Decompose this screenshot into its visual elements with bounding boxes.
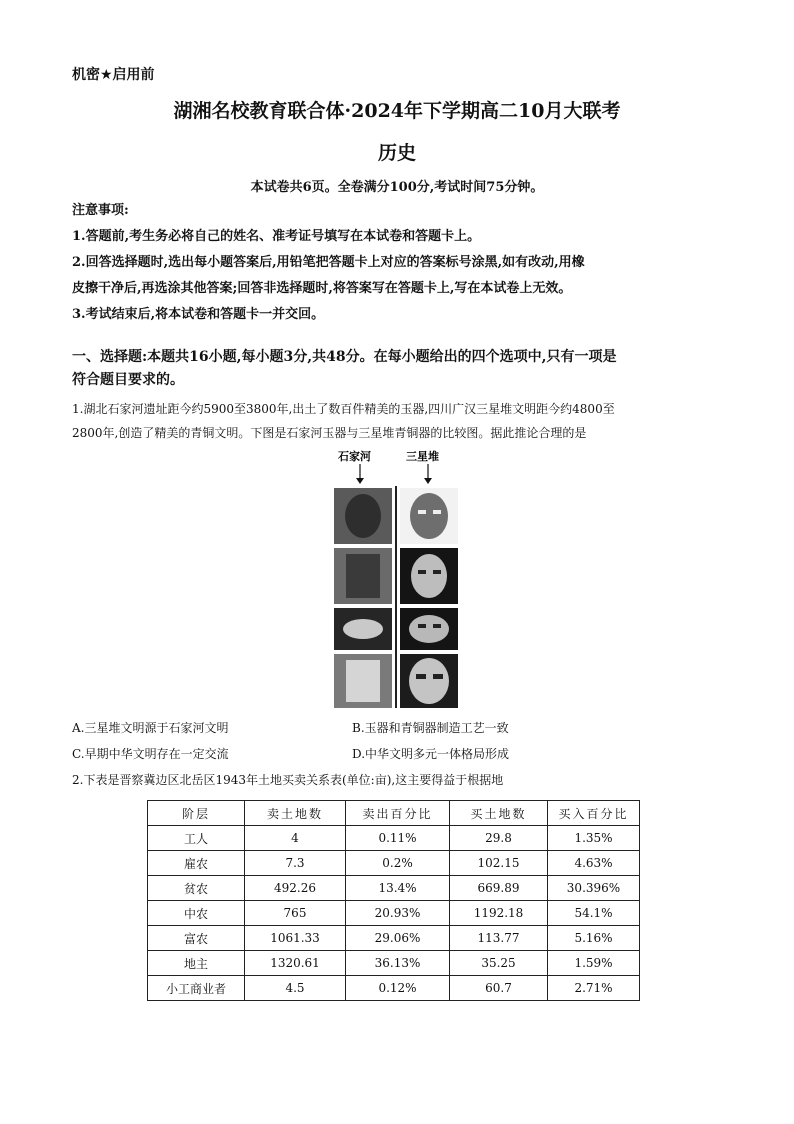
table-header-cell: 买土地数: [450, 801, 548, 826]
table-cell: 0.2%: [346, 851, 450, 876]
table-cell: 小工商业者: [148, 976, 245, 1001]
table-cell: 54.1%: [548, 901, 640, 926]
table-cell: 765: [245, 901, 346, 926]
table-cell: 0.12%: [346, 976, 450, 1001]
confidential-mark: 机密★启用前: [72, 67, 155, 83]
section-line: 一、选择题:本题共16小题,每小题3分,共48分。在每小题给出的四个选项中,只有一项是: [72, 349, 617, 365]
comparison-image: [330, 446, 462, 708]
table-cell: 29.06%: [346, 926, 450, 951]
table-cell: 地主: [148, 951, 245, 976]
notes-item: 1.答题前,考生务必将自己的姓名、准考证号填写在本试卷和答题卡上。: [72, 229, 481, 244]
table-cell: 1.59%: [548, 951, 640, 976]
table-cell: 13.4%: [346, 876, 450, 901]
notes-heading: 注意事项:: [72, 203, 129, 218]
table-cell: 30.396%: [548, 876, 640, 901]
table-cell: 2.71%: [548, 976, 640, 1001]
table-cell: 29.8: [450, 826, 548, 851]
table-cell: 36.13%: [346, 951, 450, 976]
option-d: D.中华文明多元一体格局形成: [352, 747, 510, 761]
question-line: 1.湖北石家河遗址距今约5900至3800年,出土了数百件精美的玉器,四川广汉三星堆文明距今约4800至: [72, 402, 615, 416]
table-row: [148, 851, 640, 876]
table-cell: 1061.33: [245, 926, 346, 951]
exam-title: 湖湘名校教育联合体·2024年下学期高二10月大联考: [173, 100, 621, 122]
question-line: 2800年,创造了精美的青铜文明。下图是石家河玉器与三星堆青铜器的比较图。据此推论合理的是: [72, 426, 587, 440]
notes-block: [72, 198, 585, 328]
table-cell: 中农: [148, 901, 245, 926]
table-cell: 1192.18: [450, 901, 548, 926]
figure-left-label: 石家河: [338, 450, 371, 463]
table-header-cell: 卖出百分比: [346, 801, 450, 826]
table-cell: 492.26: [245, 876, 346, 901]
table-cell: 贫农: [148, 876, 245, 901]
option-c: C.早期中华文明存在一定交流: [72, 747, 229, 761]
table-cell: 35.25: [450, 951, 548, 976]
table-header-cell: 买入百分比: [548, 801, 640, 826]
table-cell: 1.35%: [548, 826, 640, 851]
table-cell: 4.63%: [548, 851, 640, 876]
table-cell: 雇农: [148, 851, 245, 876]
table-row: [148, 976, 640, 1001]
table-row: [148, 901, 640, 926]
table-cell: 669.89: [450, 876, 548, 901]
table-cell: 富农: [148, 926, 245, 951]
land-trade-table: [147, 800, 640, 1001]
table-cell: 4: [245, 826, 346, 851]
table-header-cell: 阶层: [148, 801, 245, 826]
section-heading: [72, 346, 617, 392]
table-row: [148, 951, 640, 976]
section-line: 符合题目要求的。: [72, 372, 184, 388]
table-cell: 113.77: [450, 926, 548, 951]
table-row: [148, 876, 640, 901]
option-a: A.三星堆文明源于石家河文明: [72, 721, 229, 735]
table-cell: 工人: [148, 826, 245, 851]
notes-item: 皮擦干净后,再选涂其他答案;回答非选择题时,将答案写在答题卡上,写在本试卷上无效。: [72, 281, 572, 296]
table-cell: 5.16%: [548, 926, 640, 951]
table-header-cell: 卖土地数: [245, 801, 346, 826]
table-cell: 20.93%: [346, 901, 450, 926]
table-cell: 102.15: [450, 851, 548, 876]
figure-right-label: 三星堆: [406, 450, 439, 463]
table-header-row: [148, 801, 640, 826]
subject-title: 历史: [377, 142, 416, 164]
table-cell: 0.11%: [346, 826, 450, 851]
notes-item: 2.回答选择题时,选出每小题答案后,用铅笔把答题卡上对应的答案标号涂黑,如有改动,用橡: [72, 255, 585, 270]
option-b: B.玉器和青铜器制造工艺一致: [352, 721, 509, 735]
table-cell: 1320.61: [245, 951, 346, 976]
table-cell: 4.5: [245, 976, 346, 1001]
table-cell: 60.7: [450, 976, 548, 1001]
notes-item: 3.考试结束后,将本试卷和答题卡一并交回。: [72, 307, 325, 322]
question-2-stem: 2.下表是晋察冀边区北岳区1943年土地买卖关系表(单位:亩),这主要得益于根据地: [72, 773, 504, 787]
exam-info: 本试卷共6页。全卷满分100分,考试时间75分钟。: [250, 180, 544, 195]
comparison-figure: [330, 446, 462, 708]
question-1-stem: [72, 397, 615, 445]
table-row: [148, 826, 640, 851]
table-row: [148, 926, 640, 951]
table-cell: 7.3: [245, 851, 346, 876]
